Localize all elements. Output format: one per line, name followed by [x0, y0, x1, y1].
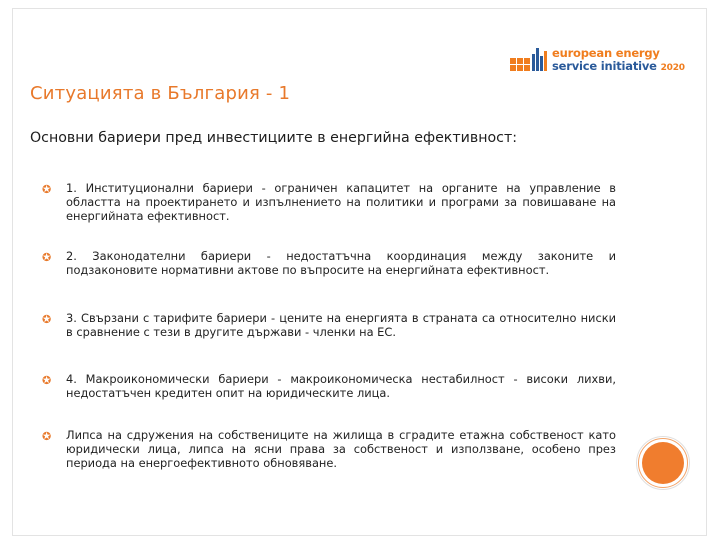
list-item-text: 1. Институционални бариери - ограничен капацитет на органите на управление в областта на проектирането и изпълнението на политики и програми за повишаване на енергийната ефективност.: [66, 181, 616, 223]
logo-year: 2020: [660, 63, 685, 73]
bullet-star-icon: ✪: [42, 374, 52, 387]
bullet-star-icon: ✪: [42, 430, 52, 443]
eesi-logo-text: [552, 47, 685, 75]
logo-line1: european energy: [552, 46, 660, 60]
list-item: [42, 182, 616, 223]
bullet-star-icon: ✪: [42, 313, 52, 326]
list-item-text: 4. Макроикономически бариери - макроикономическа нестабилност - високи лихви, недостатъчен кредитен опит на юридическите лица.: [66, 372, 616, 400]
list-item: [42, 429, 616, 470]
list-item-text: Липса на сдружения на собствениците на жилища в сградите етажна собственост като юридически лица, липса на ясни права за собственост и използване, особено през периода на енергоефективното обновяване.: [66, 428, 616, 470]
list-item-text: 3. Свързани с тарифите бариери - цените на енергията в страната са относително ниски в сравнение с тези в другите държави - членки на ЕС.: [66, 311, 616, 339]
logo-line2: service initiative: [552, 59, 657, 73]
bullet-star-icon: ✪: [42, 251, 52, 264]
list-item-text: 2. Законодателни бариери - недостатъчна координация между законите и подзаконовите нормативни актове по въпросите на енергийната ефективност.: [66, 249, 616, 277]
bullet-list: [42, 181, 616, 470]
page-title: Ситуацията в България - 1: [30, 83, 291, 104]
eesi-logo: [508, 44, 684, 78]
eesi-logo-mark-icon: [508, 44, 550, 78]
list-item: [42, 312, 616, 340]
list-item: [42, 373, 616, 401]
decorative-orange-circle: [642, 442, 684, 484]
list-item: [42, 250, 616, 278]
slide-subtitle: Основни бариери пред инвестициите в енергийна ефективност:: [30, 130, 518, 146]
bullet-star-icon: ✪: [42, 183, 52, 196]
